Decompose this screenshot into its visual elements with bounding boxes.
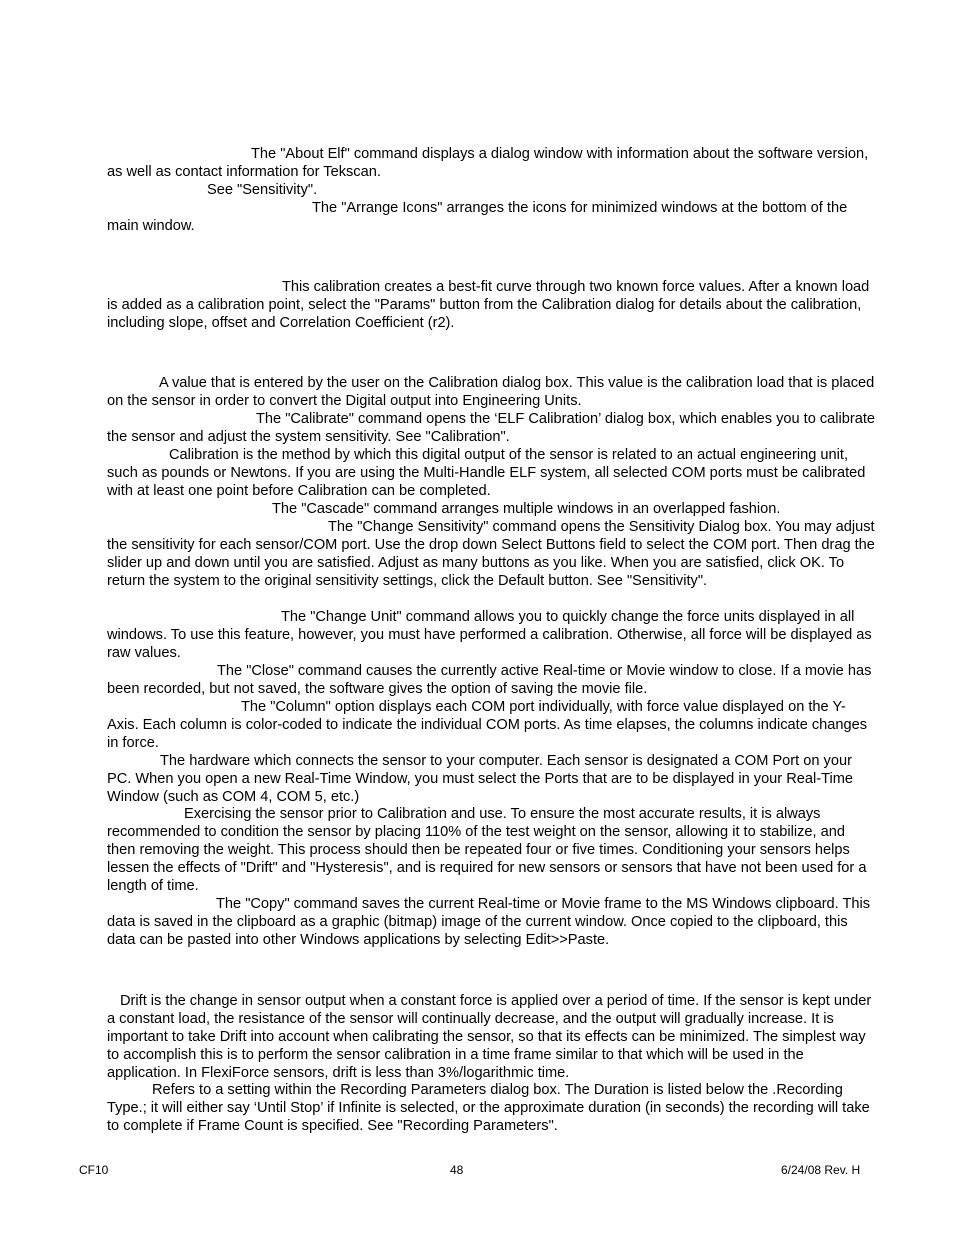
glossary-entry-adjust-sensitivity [107, 181, 877, 199]
glossary-entry-drift [107, 992, 877, 1082]
glossary-definition-text: The "Close" command causes the currently active Real-time or Movie window to close. If a movie has been recorded, but not saved, the software gives the option of saving the movie file. [107, 663, 872, 697]
glossary-definition-text: The "Cascade" command arranges multiple windows in an overlapped fashion. [272, 501, 781, 517]
glossary-entry-duration [107, 1081, 877, 1135]
glossary-entry-close [107, 662, 877, 698]
glossary-definition-text: The "Calibrate" command opens the ‘ELF Calibration’ dialog box, which enables you to calibrate the sensor and adjust the system sensitivity. See "Calibration". [107, 411, 876, 445]
glossary-entry-copy [107, 895, 877, 949]
glossary-entry-linear-calibration [107, 278, 877, 332]
glossary-entry-arrange-icons [107, 199, 877, 235]
footer-page-number: 48 [450, 1163, 464, 1177]
glossary-definition-text: Calibration is the method by which this digital output of the sensor is related to an actual engineering unit, such as pounds or Newtons. If you are using the Multi-Handle ELF system, all selected COM ports must be calibrated with at least one point before Calibration can be completed. [107, 447, 866, 499]
glossary-entry-calibration-load [107, 374, 877, 410]
glossary-definition-text: The "About Elf" command displays a dialog window with information about the software version, as well as contact information for Tekscan. [107, 146, 869, 180]
glossary-definition-text: See "Sensitivity". [207, 182, 318, 198]
footer-document-code: CF10 [79, 1163, 109, 1177]
glossary-definition-text: The "Arrange Icons" arranges the icons for minimized windows at the bottom of the main window. [107, 200, 848, 234]
glossary-definition-text: The "Change Sensitivity" command opens the Sensitivity Dialog box. You may adjust the sensitivity for each sensor/COM port. Use the drop down Select Buttons field to select the COM port. Then drag the slider up and down until you are satisfied. Adjust as many buttons as you like. When you are satisfied, click OK. To return the system to the original sensitivity settings, click the Default button. See "Sensitivity". [107, 519, 875, 589]
glossary-entry-conditioning [107, 805, 877, 895]
glossary-entry-change-unit [107, 608, 877, 662]
footer-revision: 6/24/08 Rev. H [781, 1163, 861, 1177]
glossary-entry-cascade [107, 500, 877, 518]
glossary-entry-change-sensitivity [107, 518, 877, 590]
glossary-entry-about-elf [107, 145, 877, 181]
glossary-definition-text: The hardware which connects the sensor to your computer. Each sensor is designated a COM Port on your PC. When you open a new Real-Time Window, you must select the Ports that are to be displayed in your Real-Time Window (such as COM 4, COM 5, etc.) [107, 753, 853, 805]
glossary-definition-text: The "Copy" command saves the current Real-time or Movie frame to the MS Windows clipboard. This data is saved in the clipboard as a graphic (bitmap) image of the current window. Once copied to the clipboard, this data can be pasted into other Windows applications by selecting Edit>>Paste. [107, 896, 871, 948]
glossary-definition-text: The "Change Unit" command allows you to quickly change the force units displayed in all windows. To use this feature, however, you must have performed a calibration. Otherwise, all force will be displayed as raw values. [107, 609, 872, 661]
glossary-entry-com-port [107, 752, 877, 806]
glossary-entry-calibration [107, 446, 877, 500]
glossary-definition-text: This calibration creates a best-fit curve through two known force values. After a known load is added as a calibration point, select the "Params" button from the Calibration dialog for details about the calibration, including slope, offset and Correlation Coefficient (r2). [107, 279, 870, 331]
glossary-definition-text: Exercising the sensor prior to Calibration and use. To ensure the most accurate results, it is always recommended to condition the sensor by placing 110% of the test weight on the sensor, allowing it to stabilize, and then removing the weight. This process should then be repeated four or five times. Conditioning your sensors helps lessen the effects of "Drift" and "Hysteresis", and is required for new sensors or sensors that have not been used for a length of time. [107, 806, 867, 894]
glossary-entry-column [107, 698, 877, 752]
glossary-definition-text: The "Column" option displays each COM port individually, with force value displayed on the Y-Axis. Each column is color-coded to indicate the individual COM ports. As time elapses, the columns indicate changes in force. [107, 699, 868, 751]
glossary-definition-text: Drift is the change in sensor output when a constant force is applied over a period of time. If the sensor is kept under a constant load, the resistance of the sensor will continually decrease, and the output will gradually increase. It is important to take Drift into account when calibrating the sensor, so that its effects can be minimized. The simplest way to accomplish this is to perform the sensor calibration in a time frame similar to that which will be used in the application. In FlexiForce sensors, drift is less than 3%/logarithmic time. [107, 993, 872, 1081]
glossary-definition-text: A value that is entered by the user on the Calibration dialog box. This value is the calibration load that is placed on the sensor in order to convert the Digital output into Engineering Units. [107, 375, 875, 409]
glossary-entry-calibrate [107, 410, 877, 446]
glossary-definition-text: Refers to a setting within the Recording Parameters dialog box. The Duration is listed below the .Recording Type.; it will either say ‘Until Stop’ if Infinite is selected, or the approximate duration (in seconds) the recording will take to complete if Frame Count is specified. See "Recording Parameters". [107, 1082, 870, 1134]
